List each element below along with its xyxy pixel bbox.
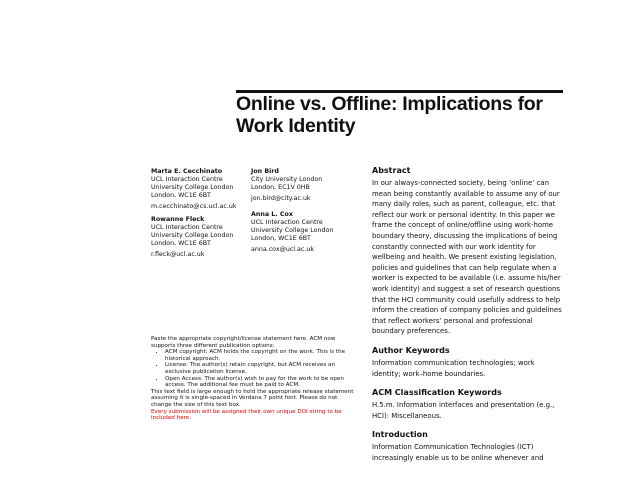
author-affiliation: UCL Interaction Centre (151, 176, 223, 183)
section-line: that the HCI community could usefully address to help (372, 295, 561, 304)
author-block (151, 216, 233, 259)
author-affiliation: UCL Interaction Centre (251, 219, 323, 226)
title-line-2: Work Identity (236, 115, 356, 137)
author-affiliation: City University London (251, 176, 323, 183)
copyright-option (165, 376, 361, 389)
section-heading: Author Keywords (372, 345, 450, 355)
author-email[interactable]: r.fleck@ucl.ac.uk (151, 251, 205, 258)
section-body (372, 400, 568, 421)
section-body (372, 178, 568, 337)
section-line: many daily roles, such as parent, colleague, etc. that (372, 200, 556, 209)
author-affiliation: University College London (151, 184, 234, 191)
copyright-option-text: access. The additional fee must be paid to ACM. (165, 382, 300, 389)
section-line: boundary theory, discussing the implications of being (372, 231, 558, 240)
section-heading: ACM Classification Keywords (372, 388, 502, 398)
section-line: identity; work–home boundaries. (372, 369, 486, 378)
doi-notice-line: Every submission will be assigned their own unique DOI string to be (151, 408, 342, 415)
copyright-outro-line: assuming it is single-spaced in Verdana 7 point font. Please do not (151, 395, 338, 402)
copyright-option-text: License: The author(s) retain copyright, but ACM receives an (165, 362, 336, 369)
section-line: boundary preferences. (372, 327, 451, 336)
author-email[interactable]: jon.bird@city.ac.uk (251, 195, 311, 202)
author-email[interactable]: anna.cox@ucl.ac.uk (251, 246, 315, 253)
copyright-statement (151, 336, 361, 422)
section-line: Information communication technologies; work (372, 358, 535, 367)
section-heading: Abstract (372, 166, 411, 175)
author-name: Anna L. Cox (251, 211, 293, 218)
section-line: worker is expected to be available (i.e. assume his/her (372, 274, 561, 283)
right-column (372, 166, 568, 472)
author-block (251, 168, 322, 203)
section-line: reflect our work or personal identity. In this paper we (372, 210, 555, 219)
section-line: In our always-connected society, being ‘online’ can (372, 179, 549, 187)
author-address: London, WC1E 6BT (151, 192, 211, 199)
copyright-option-text: historical approach. (165, 355, 221, 362)
copyright-option (165, 362, 361, 375)
section-line: HCI): Miscellaneous. (372, 411, 442, 420)
title-line-1: Online vs. Offline: Implications for (236, 93, 543, 115)
author-name: Marta E. Cecchinato (151, 168, 223, 175)
section-line: constantly connected with our work identity for (372, 242, 536, 251)
author-email[interactable]: m.cecchinato@cs.ucl.ac.uk (151, 203, 237, 210)
author-name: Jon Bird (251, 168, 279, 175)
copyright-outro-line: This text field is large enough to hold the appropriate release statement (151, 388, 354, 395)
copyright-intro-line: Paste the appropriate copyright/license statement here. ACM now (151, 336, 336, 342)
author-block (251, 211, 333, 254)
copyright-options-list (151, 349, 361, 389)
section-line: wellbeing and health. We present existing legislation, (372, 253, 557, 262)
author-block (151, 168, 237, 211)
copyright-option-text: ACM copyright: ACM holds the copyright on the work. This is the (165, 349, 346, 356)
author-address: London, WC1E 6BT (251, 235, 311, 242)
author-affiliation: UCL Interaction Centre (151, 224, 223, 231)
copyright-option-text: exclusive publication license. (165, 368, 247, 375)
section-line: policies and guidelines that can help regulate when a (372, 263, 557, 272)
section-body (372, 442, 568, 463)
copyright-outro-line: change the size of this text box. (151, 401, 241, 408)
author-affiliation: University College London (251, 227, 334, 234)
section-line: frame the concept of online/offline using work-home (372, 221, 554, 230)
section-line: Information Communication Technologies (ICT) (372, 443, 534, 452)
doi-notice-line: included here. (151, 415, 191, 422)
author-address: London, WC1E 6BT (151, 240, 211, 247)
copyright-option-text: Open Access: The author(s) wish to pay for the work to be open (165, 375, 344, 382)
author-address: London, EC1V 0HB (251, 184, 310, 191)
section-line: increasingly enable us to be online whenever and (372, 453, 544, 462)
section-line: that reflect workers’ personal and professional (372, 316, 533, 325)
section-line: work identity) and suggest a set of research questions (372, 284, 560, 293)
author-affiliation: University College London (151, 232, 234, 239)
section-line: mean being constantly available to assume any of our (372, 189, 560, 198)
author-name: Rowanne Fleck (151, 216, 205, 223)
section-line: H.5.m. Information interfaces and presentation (e.g., (372, 401, 555, 410)
section-body (372, 358, 568, 379)
paper-title (236, 93, 576, 137)
section-heading: Introduction (372, 430, 428, 440)
copyright-option (165, 349, 361, 362)
section-line: inform the creation of company policies and guidelines (372, 306, 562, 315)
copyright-intro-line: supports three different publication options: (151, 342, 275, 349)
